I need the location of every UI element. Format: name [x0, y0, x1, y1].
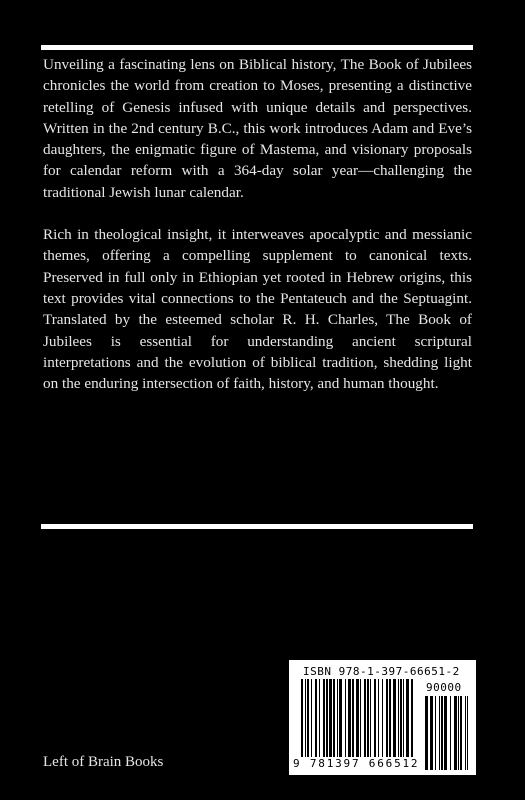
isbn-digits: 9 781397 666512 — [293, 757, 420, 770]
barcode-bar — [393, 679, 396, 757]
top-divider-rule — [41, 45, 473, 50]
barcode-bar — [329, 679, 332, 757]
barcode-bar — [460, 696, 462, 770]
barcode-bar — [444, 696, 447, 770]
barcode-bar — [319, 679, 320, 757]
barcode-bar — [425, 696, 428, 770]
barcode-bar — [465, 696, 466, 770]
barcode-bar — [382, 679, 383, 757]
isbn-label: ISBN 978-1-397-66651-2 — [303, 665, 460, 678]
barcode-bar — [378, 679, 379, 757]
price-code: 90000 — [426, 681, 462, 694]
barcode-bar — [323, 679, 325, 757]
barcode-bar — [326, 679, 328, 757]
barcode-bar — [441, 696, 443, 770]
barcode-bar — [352, 679, 354, 757]
barcode-bar — [315, 679, 317, 757]
barcode-bar — [386, 679, 388, 757]
barcode-bar — [333, 679, 335, 757]
barcode-bar — [411, 679, 413, 757]
barcode-bar — [400, 679, 402, 757]
barcode-bar — [450, 696, 451, 770]
barcode-bar — [348, 679, 351, 757]
isbn-barcode — [289, 660, 476, 775]
bottom-divider-rule — [41, 524, 473, 529]
barcode-bar — [458, 696, 459, 770]
barcode-bar — [356, 679, 359, 757]
barcode-bar — [311, 679, 312, 757]
barcode-bar — [307, 679, 309, 757]
barcode-bar — [467, 696, 468, 770]
barcode-bar — [406, 679, 409, 757]
barcode-bar — [454, 696, 457, 770]
barcode-bar — [403, 679, 404, 757]
barcode-bar — [398, 679, 399, 757]
barcode-bar — [301, 679, 303, 757]
barcode-bar — [337, 679, 338, 757]
barcode-bar — [370, 679, 371, 757]
blurb-paragraph-1: Unveiling a fascinating lens on Biblical history, The Book of Jubilees chronicles the world from creation to Moses, presenting a distinctive retelling of Genesis infused with unique details and perspectives. Written in the 2nd century B.C., this work introduces Adam and Eve’s daughters, the enigmatic figure of Mastema, and visionary proposals for calendar reform with a 364-day solar year—challenging the traditional Jewish lunar calendar. — [43, 56, 472, 201]
main-barcode-bars — [301, 679, 413, 757]
barcode-bar — [345, 679, 346, 757]
barcode-bar — [430, 696, 433, 770]
barcode-bar — [305, 679, 306, 757]
publisher-name: Left of Brain Books — [43, 754, 164, 770]
addon-barcode-bars — [425, 696, 468, 770]
barcode-bar — [367, 679, 369, 757]
barcode-bar — [439, 696, 440, 770]
back-cover-blurb — [43, 54, 472, 415]
barcode-bar — [374, 679, 376, 757]
barcode-bar — [360, 679, 361, 757]
barcode-bar — [364, 679, 366, 757]
barcode-bar — [339, 679, 342, 757]
blurb-paragraph-2: Rich in theological insight, it interweaves apocalyptic and messianic themes, offering a compelling supplement to canonical texts. Preserved in full only in Ethiopian yet rooted in Hebrew origins, this text provides vital connections to the Pentateuch and the Septuagint. Translated by the esteemed scholar R. H. Charles, The Book of Jubilees is essential for understanding ancient scriptural interpretations and the evolution of biblical tradition, shedding light on the enduring intersection of faith, history, and human thought. — [43, 226, 472, 393]
barcode-bar — [435, 696, 436, 770]
barcode-bar — [389, 679, 391, 757]
